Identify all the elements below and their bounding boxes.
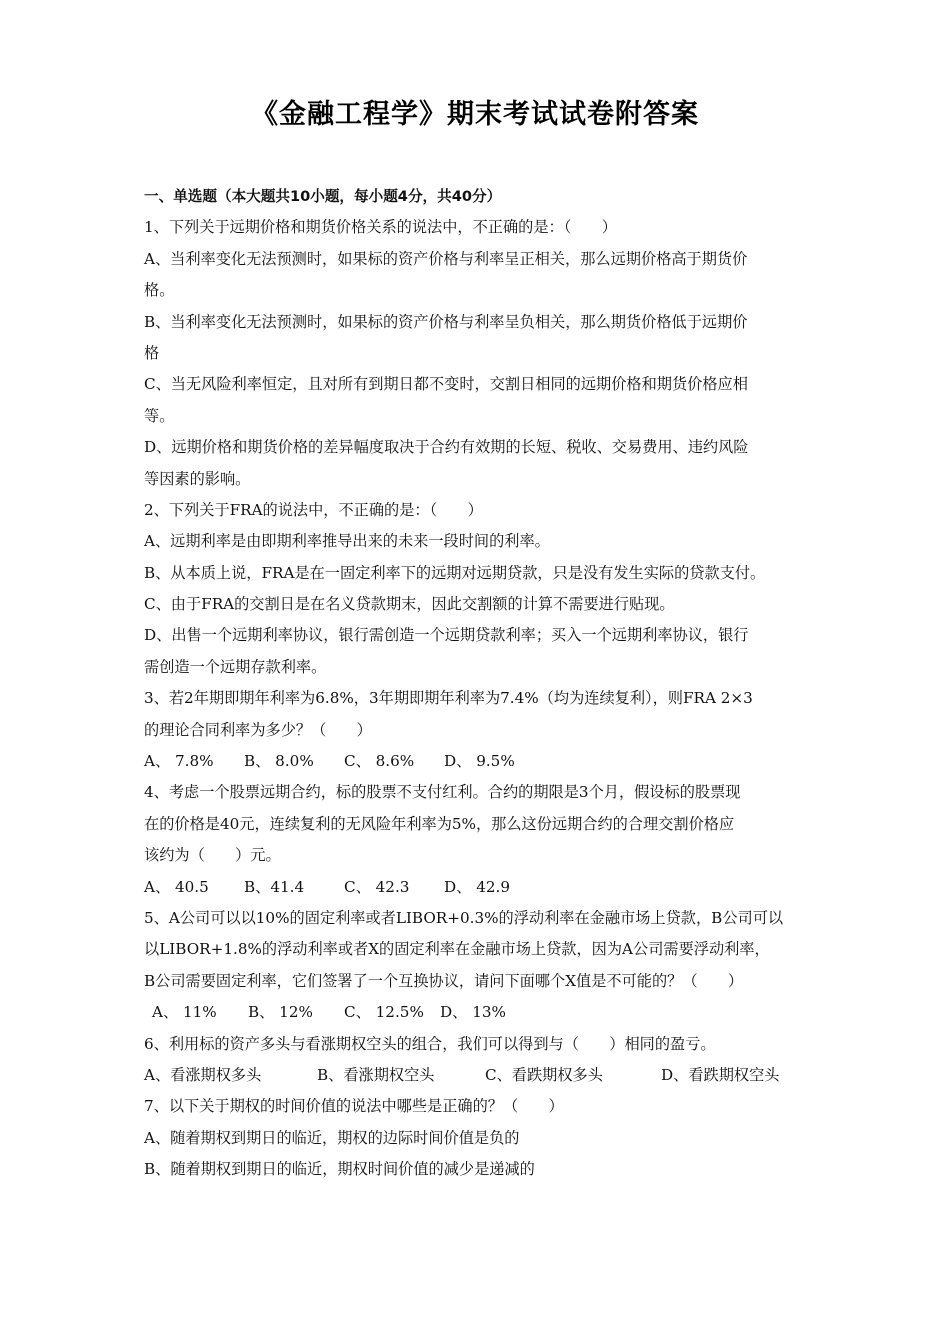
q2-option-a: A、远期利率是由即期利率推导出来的未来一段时间的利率。 bbox=[144, 532, 550, 551]
q2-option-d-cont: 需创造一个远期存款利率。 bbox=[144, 657, 327, 676]
q2-stem: 2、下列关于FRA的说法中，不正确的是：（ ） bbox=[144, 500, 483, 519]
q3-options bbox=[144, 746, 814, 777]
q6-stem: 6、利用标的资产多头与看涨期权空头的组合，我们可以得到与（ ）相同的盈亏。 bbox=[144, 1034, 716, 1053]
q1-option-d: D、远期价格和期货价格的差异幅度取决于合约有效期的长短、税收、交易费用、违约风险 bbox=[144, 438, 749, 457]
q1-stem: 1、下列关于远期价格和期货价格关系的说法中，不正确的是：（ ） bbox=[144, 218, 617, 237]
q4-stem-cont: 在的价格是40元，连续复利的无风险年利率为5%，那么这份远期合约的合理交割价格应 bbox=[144, 814, 735, 833]
exam-body bbox=[144, 181, 814, 1186]
q4-option: A、 40.5 bbox=[144, 877, 209, 896]
q6-option: B、看涨期权空头 bbox=[317, 1065, 435, 1084]
q5-options bbox=[144, 997, 814, 1028]
q1-option-d-cont: 等因素的影响。 bbox=[144, 469, 251, 488]
q6-option: C、看跌期权多头 bbox=[485, 1065, 603, 1084]
q1-option-c: C、当无风险利率恒定，且对所有到期日都不变时，交割日相同的远期价格和期货价格应相 bbox=[144, 375, 748, 394]
q1-option-a: A、当利率变化无法预测时，如果标的资产价格与利率呈正相关，那么远期价格高于期货价 bbox=[144, 249, 748, 268]
q3-option: B、 8.0% bbox=[244, 752, 314, 771]
q2-option-d: D、出售一个远期利率协议，银行需创造一个远期贷款利率；买入一个远期利率协议，银行 bbox=[144, 626, 749, 645]
q3-option: A、 7.8% bbox=[144, 752, 214, 771]
q1-option-a-cont: 格。 bbox=[144, 281, 175, 300]
q5-stem-cont: B公司需要固定利率，它们签署了一个互换协议，请问下面哪个X值是不可能的？（ ） bbox=[144, 971, 744, 990]
q6-option: D、看跌期权空头 bbox=[661, 1065, 780, 1084]
q5-option: A、 11% bbox=[152, 1003, 217, 1022]
q3-stem: 3、若2年期即期年利率为6.8%，3年期即期年利率为7.4%（均为连续复利），则FRA 2×3 bbox=[144, 689, 753, 708]
q6-option: A、看涨期权多头 bbox=[144, 1065, 262, 1084]
q5-option: D、 13% bbox=[440, 1003, 506, 1022]
q4-option: C、 42.3 bbox=[344, 877, 410, 896]
q1-option-b: B、当利率变化无法预测时，如果标的资产价格与利率呈负相关，那么期货价格低于远期价 bbox=[144, 312, 748, 331]
q2-option-c: C、由于FRA的交割日是在名义贷款期末，因此交割额的计算不需要进行贴现。 bbox=[144, 595, 675, 614]
q3-option: D、 9.5% bbox=[444, 752, 515, 771]
q5-option: B、 12% bbox=[248, 1003, 313, 1022]
q4-option: B、41.4 bbox=[244, 877, 305, 896]
q5-option: C、 12.5% bbox=[344, 1003, 424, 1022]
page-title: 《金融工程学》期末考试试卷附答案 bbox=[251, 99, 699, 130]
q5-stem-cont: 以LIBOR+1.8%的浮动利率或者X的固定利率在金融市场上贷款，因为A公司需要浮动利率， bbox=[144, 940, 770, 959]
q4-option: D、 42.9 bbox=[444, 877, 511, 896]
q4-stem: 4、考虑一个股票远期合约，标的股票不支付红利。合约的期限是3个月，假设标的股票现 bbox=[144, 783, 741, 802]
q6-options bbox=[144, 1060, 814, 1091]
q3-option: C、 8.6% bbox=[344, 752, 415, 771]
q5-stem: 5、A公司可以以10%的固定利率或者LIBOR+0.3%的浮动利率在金融市场上贷款，B公司可以 bbox=[144, 908, 784, 927]
q4-options bbox=[144, 872, 814, 903]
q2-option-b: B、从本质上说，FRA是在一固定利率下的远期对远期贷款，只是没有发生实际的贷款支付。 bbox=[144, 563, 766, 582]
q1-option-c-cont: 等。 bbox=[144, 406, 175, 425]
q7-option-a: A、随着期权到期日的临近，期权的边际时间价值是负的 bbox=[144, 1128, 520, 1147]
section-heading: 一、单选题（本大题共10小题，每小题4分，共40分） bbox=[144, 188, 502, 205]
q7-stem: 7、以下关于期权的时间价值的说法中哪些是正确的？（ ） bbox=[144, 1097, 564, 1116]
q4-stem-cont: 该约为（ ）元。 bbox=[144, 846, 281, 865]
q3-stem-cont: 的理论合同利率为多少？（ ） bbox=[144, 720, 372, 739]
q7-option-b: B、随着期权到期日的临近，期权时间价值的减少是递减的 bbox=[144, 1160, 535, 1179]
q1-option-b-cont: 格 bbox=[144, 343, 160, 362]
